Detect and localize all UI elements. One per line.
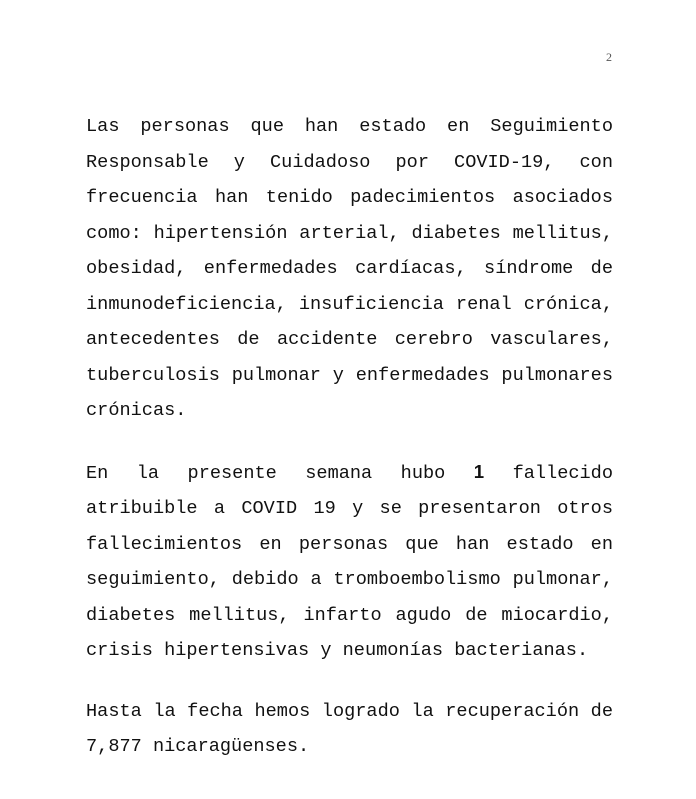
page-number: 2	[606, 50, 612, 64]
deaths-text-before: En la presente semana hubo	[86, 462, 474, 484]
paragraph-recoveries: Hasta la fecha hemos logrado la recuperación de 7,877 nicaragüenses.	[86, 700, 613, 757]
paragraph-deaths	[86, 454, 613, 669]
deaths-count: 1	[473, 460, 485, 482]
deaths-text-after: fallecido atribuible a COVID 19 y se presentaron otros fallecimientos en personas que han estado en seguimiento, debido a tromboembolismo pulmonar, diabetes mellitus, infarto agudo de miocardio, crisis hipertensivas y neumonías bacterianas.	[86, 462, 613, 661]
document-body	[86, 109, 613, 790]
paragraph-comorbidities: Las personas que han estado en Seguimiento Responsable y Cuidadoso por COVID-19, con frecuencia han tenido padecimientos asociados como: hipertensión arterial, diabetes mellitus, obesidad, enfermedades cardíacas, síndrome de inmunodeficiencia, insuficiencia renal crónica, antecedentes de accidente cerebro vasculares, tuberculosis pulmonar y enfermedades pulmonares crónicas.	[86, 116, 613, 421]
